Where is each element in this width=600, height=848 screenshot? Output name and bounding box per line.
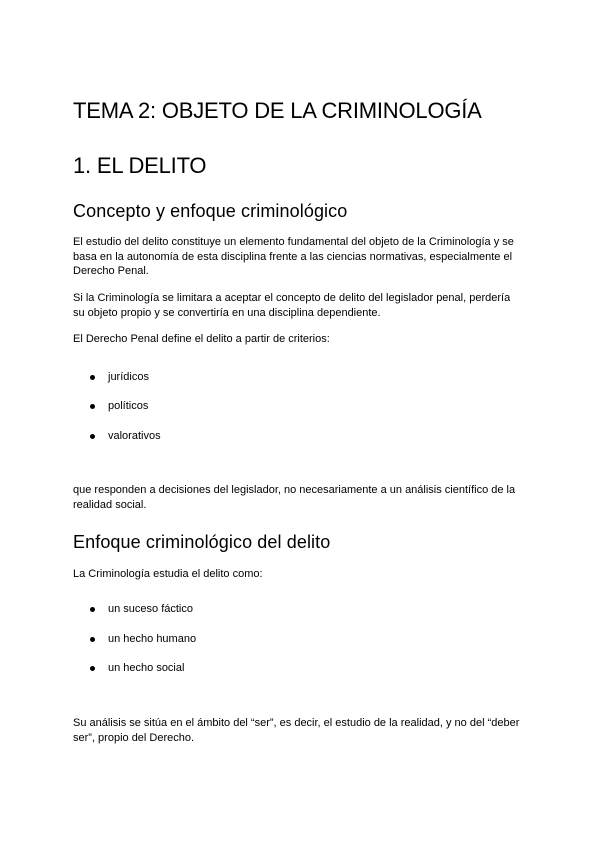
- paragraph: que responden a decisiones del legislador, no necesariamente a un análisis científico de la realidad social.: [73, 484, 516, 511]
- section-heading: 1. EL DELITO: [73, 153, 207, 178]
- subsection-heading-approach: Enfoque criminológico del delito: [73, 532, 331, 552]
- list-item-label: jurídicos: [108, 371, 149, 383]
- list-item-label: valorativos: [108, 430, 161, 442]
- paragraph: El Derecho Penal define el delito a partir de criterios:: [73, 333, 330, 345]
- bullet-icon: [90, 375, 95, 380]
- paragraph: Si la Criminología se limitara a aceptar el concepto de delito del legislador penal, perdería su objeto propio y se convertiría en una disciplina dependiente.: [73, 292, 511, 319]
- bullet-icon: [90, 666, 95, 671]
- paragraph: La Criminología estudia el delito como:: [73, 568, 263, 580]
- paragraph: Su análisis se sitúa en el ámbito del “ser”, es decir, el estudio de la realidad, y no del “deber ser”, propio del Derecho.: [73, 717, 520, 744]
- list-item-label: un suceso fáctico: [108, 603, 193, 615]
- list-item-label: un hecho social: [108, 662, 185, 674]
- subsection-heading-concept: Concepto y enfoque criminológico: [73, 201, 348, 221]
- bullet-icon: [90, 404, 95, 409]
- paragraph: El estudio del delito constituye un elemento fundamental del objeto de la Criminología y se basa en la autonomía de esta disciplina frente a las ciencias normativas, especialmente el Derecho Penal.: [73, 236, 514, 278]
- bullet-icon: [90, 637, 95, 642]
- document-title: TEMA 2: OBJETO DE LA CRIMINOLOGÍA: [73, 98, 482, 123]
- list-item-label: políticos: [108, 400, 149, 412]
- list-item-label: un hecho humano: [108, 633, 197, 645]
- bullet-icon: [90, 607, 95, 612]
- bullet-icon: [90, 434, 95, 439]
